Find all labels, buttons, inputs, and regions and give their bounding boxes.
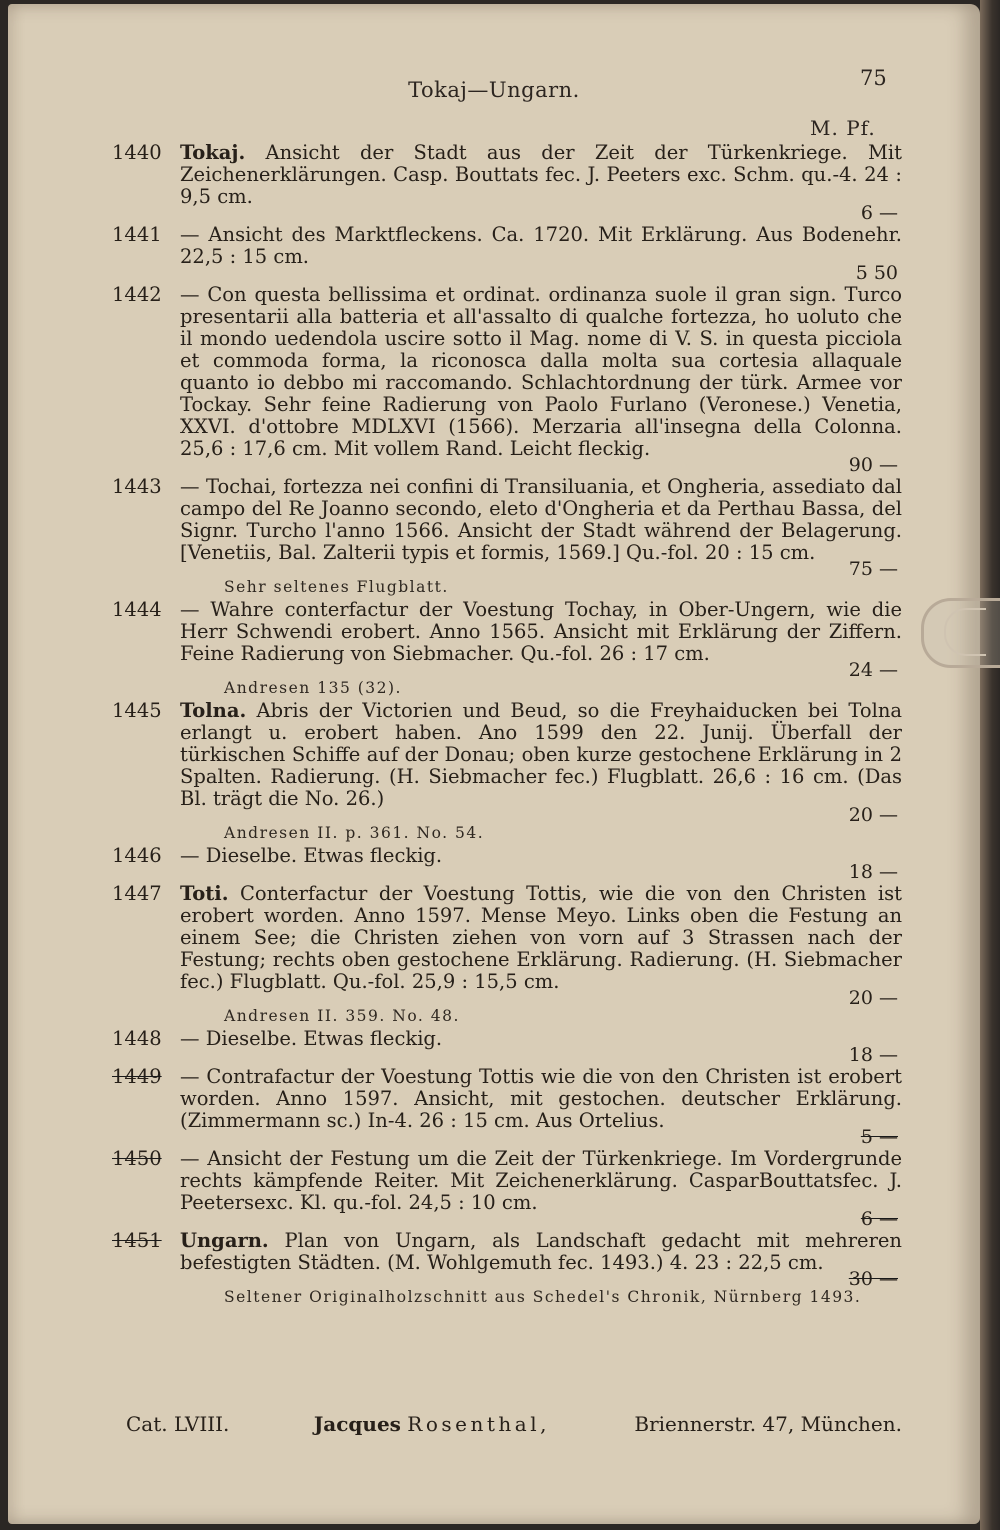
entry-title: Tolna. — [180, 699, 247, 722]
catalog-entry — [112, 883, 902, 1007]
paper-clip-inner — [944, 608, 986, 656]
entry-price: 18 — — [848, 1044, 898, 1066]
entry-description: — Dieselbe. Etwas fleckig. — [180, 1027, 443, 1050]
lot-number: 1447 — [112, 882, 162, 905]
catalog-entry — [112, 142, 902, 222]
lot-number: 1441 — [112, 223, 162, 246]
catalog-page — [8, 4, 980, 1524]
lot-number: 1443 — [112, 475, 162, 498]
catalog-entry — [112, 1148, 902, 1228]
entry-description: — Contrafactur der Voestung Tottis wie die von den Christen ist erobert worden. Anno 1597. Ansicht, mit gestochen. deutscher Erklärung. (Zimmermann sc.) In-4. 26 : 15 cm. Aus Ortelius. — [180, 1065, 902, 1132]
firm-address: Briennerstr. 47, München. — [634, 1412, 902, 1436]
entry-description: — Con questa bellissima et ordinat. ordinanza suole il gran sign. Turco presentarii alla batteria et all'assalto di qualche fortezza, ho uoluto che il mondo uedendola uscire sotto il Mag. nome di V. S. in questa picciola et commoda forma, la riconosca dalla molta sua cortesia allaquale quanto io debbo mi raccomando. Schlachtordnung der türk. Armee vor Tockay. Sehr feine Radierung von Paolo Furlano (Veronese.) Venetia, XXVI. d'ottobre MDLXVI (1566). Merzaria all'insegna della Colonna. 25,6 : 17,6 cm. Mit vollem Rand. Leicht fleckig. — [180, 283, 902, 460]
entry-price: 20 — — [848, 987, 898, 1009]
catalog-entry — [112, 1230, 902, 1288]
entry-reference-note: Andresen 135 (32). — [224, 679, 402, 697]
page-footer — [126, 1412, 902, 1436]
catalog-entry — [112, 224, 902, 282]
catalog-entry — [112, 1066, 902, 1146]
page-number: 75 — [860, 66, 887, 90]
entry-price: 6 — — [860, 202, 898, 224]
entry-price: 5 — — [860, 1126, 898, 1148]
entry-price: 75 — — [848, 558, 898, 580]
entry-reference-note: Seltener Originalholzschnitt aus Schedel's Chronik, Nürnberg 1493. — [224, 1288, 862, 1306]
entry-price: 18 — — [848, 861, 898, 883]
catalog-entry — [112, 1028, 902, 1064]
entry-title: Tokaj. — [180, 141, 246, 164]
entry-price: 5 50 — [855, 262, 898, 284]
running-head: Tokaj—Ungarn. — [408, 78, 580, 102]
entry-list — [112, 140, 902, 1307]
entry-description: Abris der Victorien und Beud, so die Freyhaiducken bei Tolna erlangt u. erobert haben. Ano 1599 den 22. Junij. Überfall der türkischen Schiffe auf der Donau; oben kurze gestochene Erklärung in 2 Spalten. Radierung. (H. Siebmacher fec.) Flugblatt. 26,6 : 16 cm. (Das Bl. trägt die No. 26.) — [180, 699, 903, 810]
entry-title: Ungarn. — [180, 1229, 269, 1252]
lot-number: 1440 — [112, 141, 162, 164]
lot-number: 1450 — [112, 1147, 162, 1170]
entry-reference-note: Sehr seltenes Flugblatt. — [224, 578, 449, 596]
entry-price: 24 — — [848, 659, 898, 681]
lot-number: 1444 — [112, 598, 162, 621]
lot-number: 1446 — [112, 844, 162, 867]
entry-description: Plan von Ungarn, als Landschaft gedacht mit mehreren befestigten Städten. (M. Wohlgemuth fec. 1493.) 4. 23 : 22,5 cm. — [180, 1229, 902, 1274]
entry-price: 30 — — [848, 1268, 898, 1290]
entry-price: 90 — — [848, 454, 898, 476]
catalog-entry — [112, 845, 902, 881]
catalog-entry — [112, 476, 902, 578]
entry-price: 6 — — [860, 1208, 898, 1230]
entry-description: — Tochai, fortezza nei confini di Transiluania, et Ongheria, assediato dal campo del Re Joanno secondo, eleto d'Ongheria et da Perthau Bassa, del Signr. Turcho l'anno 1566. Ansicht der Stadt während der Belagerung. [Venetiis, Bal. Zalterii typis et formis, 1569.] Qu.-fol. 20 : 15 cm. — [180, 475, 902, 564]
entry-reference-note: Andresen II. p. 361. No. 54. — [224, 824, 485, 842]
currency-heading: M. Pf. — [810, 116, 876, 140]
entry-description: — Ansicht der Festung um die Zeit der Türkenkriege. Im Vordergrunde rechts kämpfende Reiter. Mit Zeichenerklärung. CasparBouttatsfec. J. Peetersexc. Kl. qu.-fol. 24,5 : 10 cm. — [180, 1147, 902, 1214]
lot-number: 1448 — [112, 1027, 162, 1050]
entry-title: Toti. — [180, 882, 229, 905]
firm-first-name: Jacques — [313, 1412, 401, 1436]
catalog-number: Cat. LVIII. — [126, 1412, 230, 1436]
lot-number: 1449 — [112, 1065, 162, 1088]
page-edge — [980, 0, 1000, 1530]
entry-reference-note: Andresen II. 359. No. 48. — [224, 1007, 460, 1025]
entry-price: 20 — — [848, 804, 898, 826]
catalog-entry — [112, 599, 902, 679]
catalog-entry — [112, 700, 902, 824]
lot-number: 1451 — [112, 1229, 162, 1252]
entry-description: — Wahre conterfactur der Voestung Tochay, in Ober-Ungern, wie die Herr Schwendi erobert. Anno 1565. Ansicht mit Erklärung der Ziffern. Feine Radierung von Siebmacher. Qu.-fol. 26 : 17 cm. — [180, 598, 902, 665]
entry-description: — Ansicht des Marktfleckens. Ca. 1720. Mit Erklärung. Aus Bodenehr. 22,5 : 15 cm. — [180, 223, 902, 268]
lot-number: 1445 — [112, 699, 162, 722]
lot-number: 1442 — [112, 283, 162, 306]
entry-description: — Dieselbe. Etwas fleckig. — [180, 844, 443, 867]
entry-description: Conterfactur der Voestung Tottis, wie die von den Christen ist erobert worden. Anno 1597. Mense Meyo. Links oben die Festung an einem See; die Christen ziehen von vorn auf 3 Strassen nach der Festung; rechts oben gestochene Erklärung. Radierung. (H. Siebmacher fec.) Flugblatt. Qu.-fol. 25,9 : 15,5 cm. — [180, 882, 903, 993]
entry-description: Ansicht der Stadt aus der Zeit der Türkenkriege. Mit Zeichenerklärungen. Casp. Bouttats fec. J. Peeters exc. Schm. qu.-4. 24 : 9,5 cm. — [180, 141, 903, 208]
firm-name: Rosenthal, — [407, 1412, 550, 1436]
catalog-entry — [112, 284, 902, 474]
